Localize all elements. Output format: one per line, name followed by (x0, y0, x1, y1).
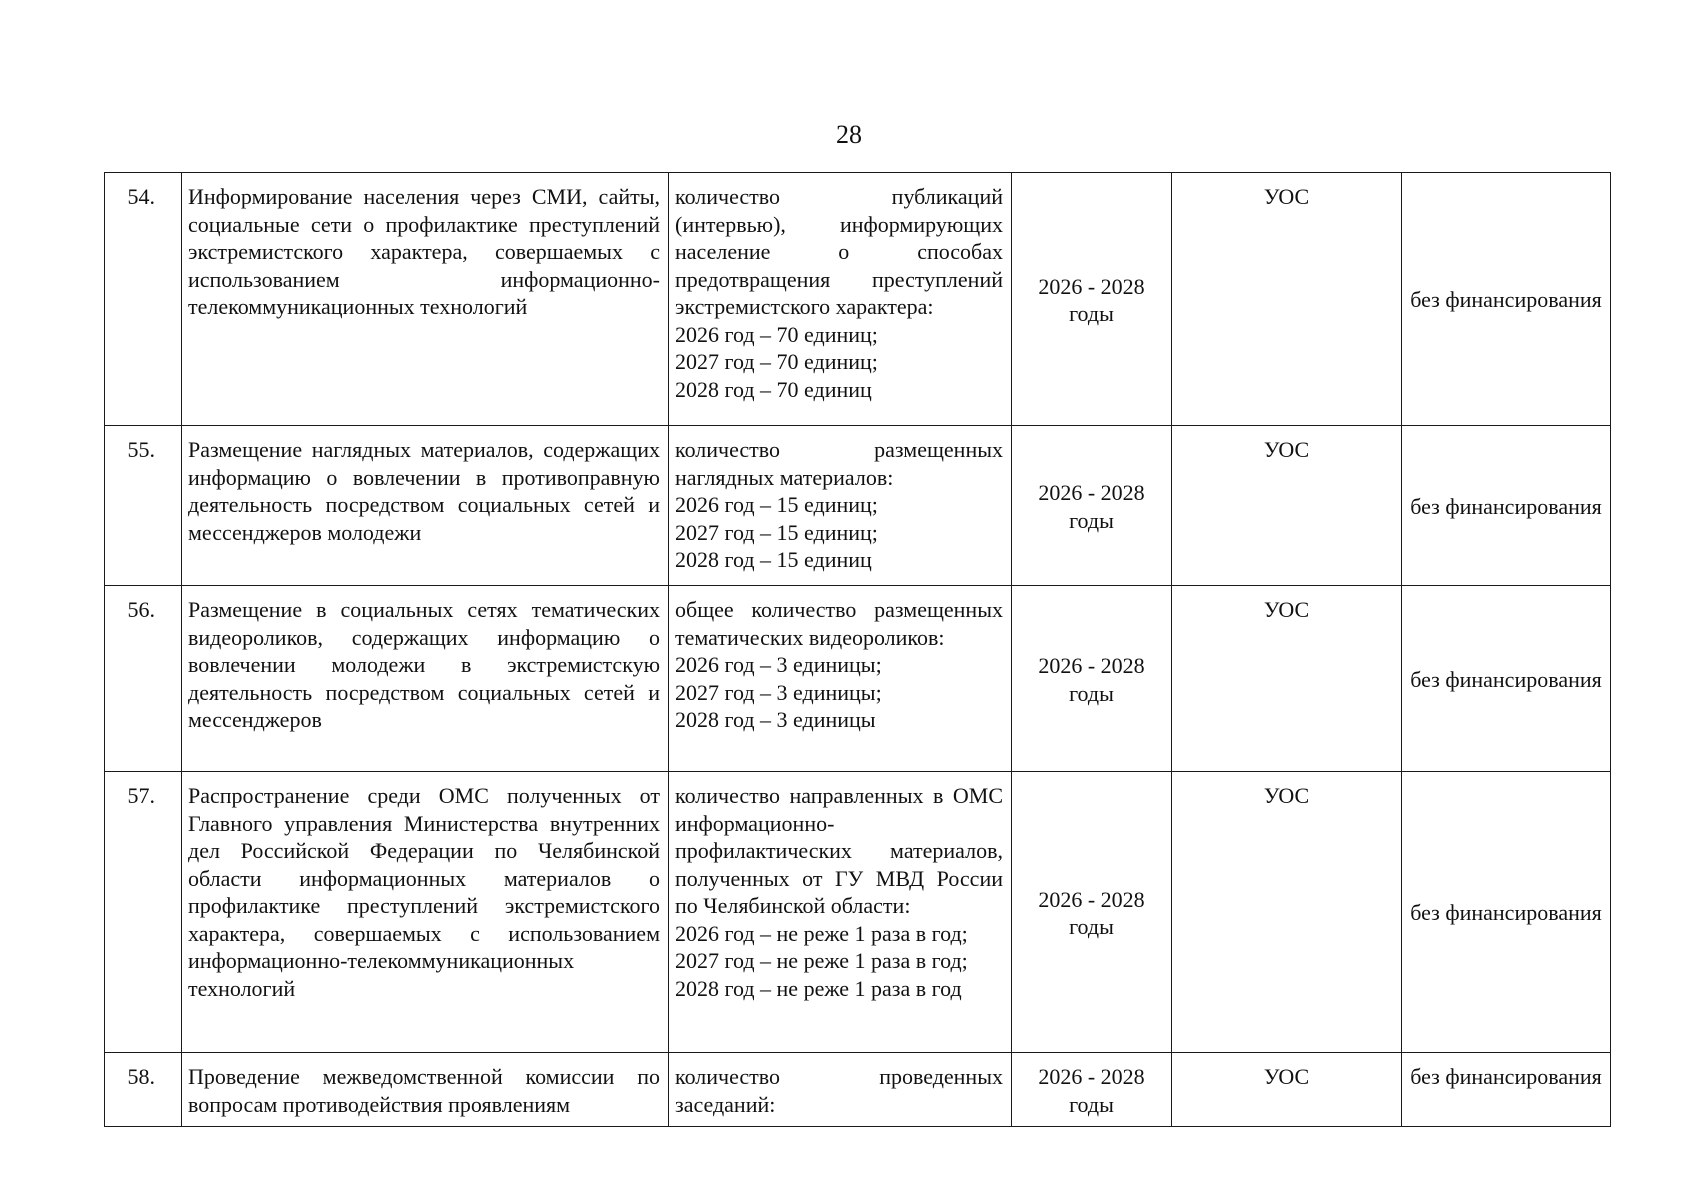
indicator-cell (669, 586, 1012, 772)
indicator-year-line: 2028 год – не реже 1 раза в год (675, 975, 962, 1001)
financing-source (1402, 586, 1611, 772)
indicator-head: количество направленных в ОМС информационно-профилактических материалов, полученных от ГУ МВД России по Челябинской области: (675, 783, 1003, 918)
responsible-executor: УОС (1172, 173, 1402, 426)
financing-source (1402, 426, 1611, 586)
table-row (105, 586, 1611, 772)
indicator-cell (669, 173, 1012, 426)
financing-text: без финансирования (1410, 900, 1602, 926)
financing-text: без финансирования (1410, 287, 1602, 313)
indicator-head: количество публикаций (интервью), информирующих население о способах предотвращения преступлений экстремистского характера: (675, 184, 1003, 319)
term-text: 2026 - 2028 годы (1038, 886, 1145, 939)
execution-term (1012, 586, 1172, 772)
indicator-year-line: 2026 год – 3 единицы; (675, 652, 882, 677)
indicator-year-line: 2027 год – 3 единицы; (675, 679, 882, 705)
indicator-year-line: 2027 год – 15 единиц; (675, 519, 878, 545)
event-description: Распространение среди ОМС полученных от Главного управления Министерства внутренних дел Российской Федерации по Челябинской области информационных материалов о профилактике преступлений экстремистского характера, совершаемых с использованием информационно-телекоммуникационных технологий (182, 772, 669, 1053)
indicator-head: количество проведенных заседаний: (675, 1064, 1003, 1117)
indicator-cell (669, 426, 1012, 586)
table-row (105, 173, 1611, 426)
indicator-year-line: 2026 год – 70 единиц; (675, 321, 878, 347)
responsible-executor: УОС (1172, 1053, 1402, 1127)
measures-table (104, 172, 1611, 1127)
row-number: 56. (105, 586, 182, 772)
table-row (105, 1053, 1611, 1127)
event-description: Размещение в социальных сетях тематических видеороликов, содержащих информацию о вовлечении молодежи в экстремистскую деятельность посредством социальных сетей и мессенджеров (182, 586, 669, 772)
financing-text: без финансирования (1410, 493, 1602, 519)
indicator-head: количество размещенных наглядных материалов: (675, 437, 1003, 490)
term-text: 2026 - 2028 годы (1038, 480, 1145, 533)
indicator-head: общее количество размещенных тематических видеороликов: (675, 597, 1003, 650)
indicator-year-line: 2028 год – 3 единицы (675, 707, 876, 732)
financing-text: без финансирования (1410, 666, 1602, 692)
indicator-year-line: 2026 год – 15 единиц; (675, 492, 878, 517)
event-description: Информирование населения через СМИ, сайты, социальные сети о профилактике преступлений экстремистского характера, совершаемых с использованием информационно-телекоммуникационных технологий (182, 173, 669, 426)
row-number: 54. (105, 173, 182, 426)
financing-source (1402, 173, 1611, 426)
term-text: 2026 - 2028 годы (1038, 273, 1145, 326)
execution-term (1012, 426, 1172, 586)
row-number: 58. (105, 1053, 182, 1127)
indicator-cell (669, 1053, 1012, 1127)
indicator-year-line: 2028 год – 70 единиц (675, 376, 872, 402)
event-description: Проведение межведомственной комиссии по вопросам противодействия проявлениям (182, 1053, 669, 1127)
responsible-executor: УОС (1172, 586, 1402, 772)
financing-source (1402, 1053, 1611, 1127)
indicator-year-line: 2028 год – 15 единиц (675, 547, 872, 572)
indicator-year-line: 2026 год – не реже 1 раза в год; (675, 920, 968, 946)
table-row (105, 772, 1611, 1053)
indicator-year-line: 2027 год – не реже 1 раза в год; (675, 948, 968, 973)
row-number: 55. (105, 426, 182, 586)
term-text: 2026 - 2028 годы (1038, 653, 1145, 706)
financing-text: без финансирования (1410, 1064, 1602, 1089)
financing-source (1402, 772, 1611, 1053)
page-number: 28 (836, 120, 862, 149)
execution-term (1012, 173, 1172, 426)
indicator-year-line: 2027 год – 70 единиц; (675, 349, 878, 374)
event-description: Размещение наглядных материалов, содержащих информацию о вовлечении в противоправную деятельность посредством социальных сетей и мессенджеров молодежи (182, 426, 669, 586)
row-number: 57. (105, 772, 182, 1053)
execution-term (1012, 1053, 1172, 1127)
responsible-executor: УОС (1172, 772, 1402, 1053)
execution-term (1012, 772, 1172, 1053)
table-row (105, 426, 1611, 586)
term-text: 2026 - 2028 годы (1038, 1064, 1145, 1117)
indicator-cell (669, 772, 1012, 1053)
responsible-executor: УОС (1172, 426, 1402, 586)
